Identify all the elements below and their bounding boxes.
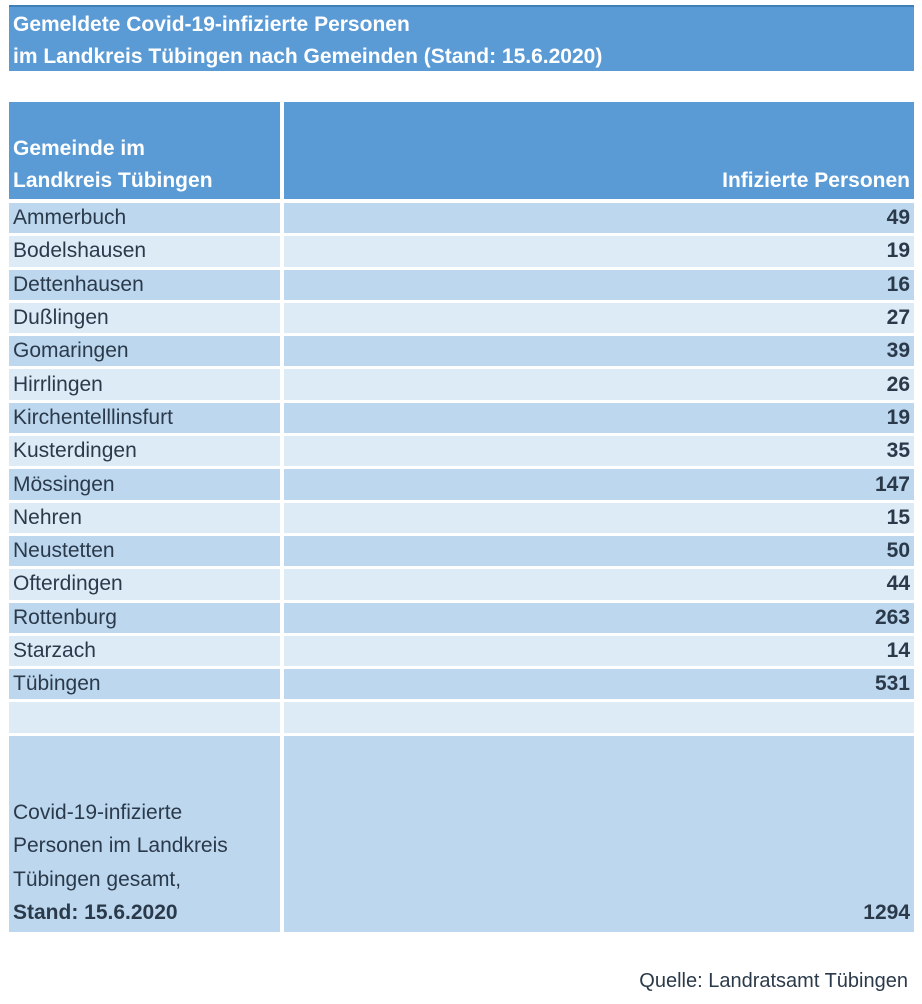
gemeinde-name: Tübingen: [9, 669, 284, 702]
infizierte-count: 44: [284, 569, 914, 602]
header-gemeinde: [9, 102, 284, 203]
header-gemeinde-line-2: Landkreis Tübingen: [13, 169, 213, 192]
infizierte-count: 50: [284, 536, 914, 569]
gemeinde-name: Hirrlingen: [9, 369, 284, 402]
gemeinde-name: Nehren: [9, 503, 284, 536]
title-line-2: im Landkreis Tübingen nach Gemeinden (Stand: 15.6.2020): [13, 45, 603, 68]
table-row: [9, 569, 914, 602]
infizierte-count: 19: [284, 403, 914, 436]
page-title: [9, 5, 914, 71]
table-row: [9, 203, 914, 236]
infizierte-count: 39: [284, 336, 914, 369]
header-gemeinde-line-1: Gemeinde im: [13, 137, 145, 160]
total-label: [9, 736, 284, 935]
gemeinde-name: Ammerbuch: [9, 203, 284, 236]
gemeinde-name: Dettenhausen: [9, 270, 284, 303]
table-row: [9, 669, 914, 702]
title-line-1: Gemeldete Covid-19-infizierte Personen: [13, 13, 410, 36]
infizierte-count: 531: [284, 669, 914, 702]
total-label-line-2: Personen im Landkreis: [13, 834, 228, 858]
table-row: [9, 369, 914, 402]
gemeinde-name: Starzach: [9, 636, 284, 669]
infizierte-count: 26: [284, 369, 914, 402]
total-label-line-4: Stand: 15.6.2020: [13, 901, 178, 925]
header-infizierte: Infizierte Personen: [284, 102, 914, 203]
infizierte-count: 19: [284, 236, 914, 269]
table-row: [9, 636, 914, 669]
gemeinde-name: Neustetten: [9, 536, 284, 569]
source-note: Quelle: Landratsamt Tübingen: [639, 970, 908, 992]
infizierte-count: 27: [284, 303, 914, 336]
table-row: [9, 403, 914, 436]
infizierte-count: 147: [284, 469, 914, 502]
table-row: [9, 603, 914, 636]
infizierte-count: 16: [284, 270, 914, 303]
gemeinde-name: Dußlingen: [9, 303, 284, 336]
gemeinde-name: Ofterdingen: [9, 569, 284, 602]
gemeinde-name: Kusterdingen: [9, 436, 284, 469]
table-row: [9, 336, 914, 369]
table-row: [9, 303, 914, 336]
infizierte-count: 49: [284, 203, 914, 236]
table-row: [9, 536, 914, 569]
gemeinde-name: Rottenburg: [9, 603, 284, 636]
empty-cell: [284, 702, 914, 735]
infizierte-count: 263: [284, 603, 914, 636]
total-label-line-3: Tübingen gesamt,: [13, 867, 182, 891]
gemeinde-name: Kirchentelllinsfurt: [9, 403, 284, 436]
infections-table: [9, 102, 914, 935]
empty-row: [9, 702, 914, 735]
table-row: [9, 436, 914, 469]
infizierte-count: 14: [284, 636, 914, 669]
infizierte-count: 15: [284, 503, 914, 536]
table-row: [9, 503, 914, 536]
gemeinde-name: Gomaringen: [9, 336, 284, 369]
table-row: [9, 469, 914, 502]
infizierte-count: 35: [284, 436, 914, 469]
header-row: [9, 102, 914, 203]
total-count: 1294: [284, 736, 914, 935]
total-label-line-1: Covid-19-infizierte: [13, 800, 183, 824]
table-row: [9, 270, 914, 303]
table-row: [9, 236, 914, 269]
total-row: [9, 736, 914, 935]
gemeinde-name: Mössingen: [9, 469, 284, 502]
empty-cell: [9, 702, 284, 735]
gemeinde-name: Bodelshausen: [9, 236, 284, 269]
